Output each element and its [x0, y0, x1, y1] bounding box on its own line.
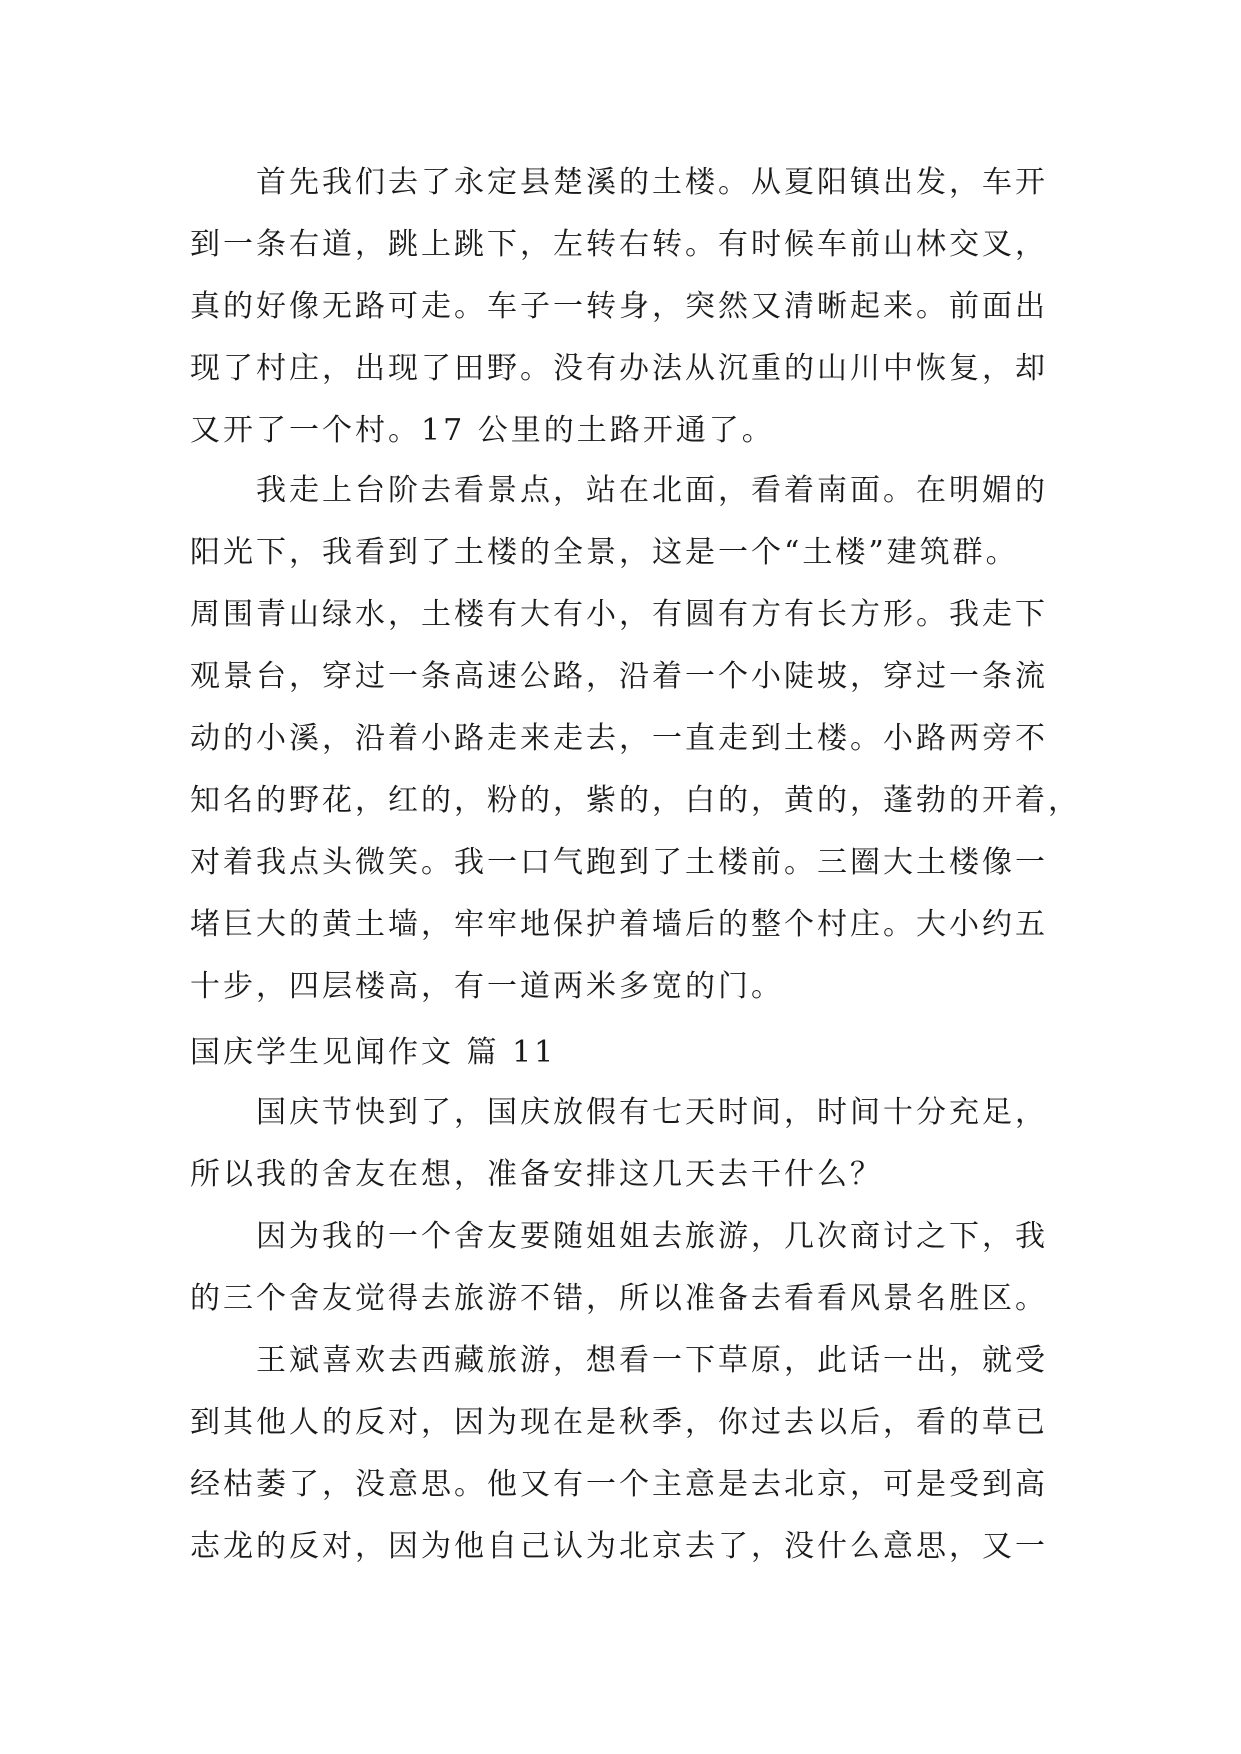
- paragraph-line: 王斌喜欢去西藏旅游，想看一下草原，此话一出，就受: [256, 1343, 1048, 1378]
- paragraph-line: 因为我的一个舍友要随姐姐去旅游，几次商讨之下，我: [256, 1219, 1048, 1254]
- paragraph-line: 我走上台阶去看景点，站在北面，看着南面。在明媚的: [256, 473, 1048, 508]
- paragraph-line: 首先我们去了永定县楚溪的土楼。从夏阳镇出发，车开: [256, 165, 1048, 200]
- paragraph-line: 所以我的舍友在想，准备安排这几天去干什么？: [190, 1157, 883, 1192]
- paragraph-line: 又开了一个村。17 公里的土路开通了。: [190, 413, 775, 448]
- paragraph-line: 的三个舍友觉得去旅游不错，所以准备去看看风景名胜区。: [190, 1281, 1048, 1316]
- paragraph-line: 国庆节快到了，国庆放假有七天时间，时间十分充足，: [256, 1095, 1048, 1130]
- paragraph-line: 阳光下，我看到了土楼的全景，这是一个“土楼”建筑群。: [190, 535, 1019, 570]
- paragraph-line: 堵巨大的黄土墙，牢牢地保护着墙后的整个村庄。大小约五: [190, 907, 1048, 942]
- paragraph-destination-debate: [190, 1330, 1050, 1578]
- paragraph-line: 到其他人的反对，因为现在是秋季，你过去以后，看的草已: [190, 1405, 1048, 1440]
- paragraph-tulou-view: [190, 460, 1081, 1018]
- paragraph-line: 动的小溪，沿着小路走来走去，一直走到土楼。小路两旁不: [190, 721, 1048, 756]
- paragraph-line: 十步，四层楼高，有一道两米多宽的门。: [190, 969, 784, 1004]
- section-heading: 国庆学生见闻作文 篇 11: [190, 1035, 557, 1070]
- paragraph-line: 周围青山绿水，土楼有大有小，有圆有方有长方形。我走下: [190, 597, 1048, 632]
- paragraph-national-day-intro: [190, 1082, 1050, 1206]
- paragraph-line: 观景台，穿过一条高速公路，沿着一个小陡坡，穿过一条流: [190, 659, 1048, 694]
- paragraph-tulou-journey: [190, 152, 1050, 462]
- paragraph-line: 知名的野花，红的，粉的，紫的，白的，黄的，蓬勃的开着，: [190, 783, 1081, 818]
- paragraph-line: 志龙的反对，因为他自己认为北京去了，没什么意思，又一: [190, 1529, 1048, 1564]
- paragraph-travel-plan: [190, 1206, 1050, 1330]
- paragraph-line: 经枯萎了，没意思。他又有一个主意是去北京，可是受到高: [190, 1467, 1048, 1502]
- paragraph-line: 对着我点头微笑。我一口气跑到了土楼前。三圈大土楼像一: [190, 845, 1048, 880]
- paragraph-line: 现了村庄，出现了田野。没有办法从沉重的山川中恢复，却: [190, 351, 1048, 386]
- paragraph-line: 到一条右道，跳上跳下，左转右转。有时候车前山林交叉，: [190, 227, 1048, 262]
- paragraph-line: 真的好像无路可走。车子一转身，突然又清晰起来。前面出: [190, 289, 1048, 324]
